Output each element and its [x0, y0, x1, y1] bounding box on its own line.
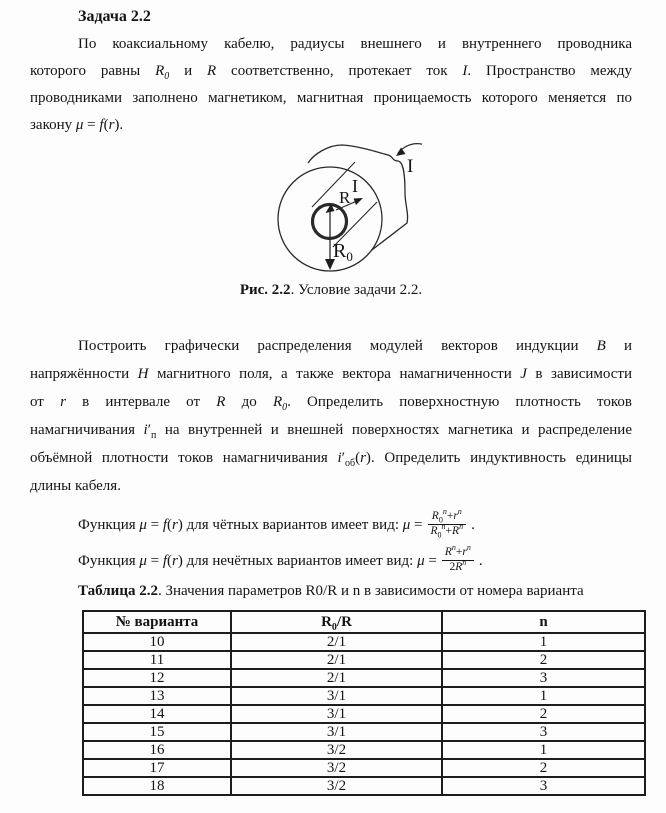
formula-even-variants — [30, 509, 632, 542]
intro-paragraph — [30, 31, 632, 139]
text-line: которого равны $R_0$ и R соответственно, протекает ток I. Пространство между — [30, 63, 632, 82]
fraction-numerator: $R^n+r^n$ — [442, 546, 474, 561]
cell-variant: 13 — [83, 687, 231, 705]
cell-n: 1 — [442, 741, 645, 759]
label-outer-current: I — [407, 156, 414, 177]
cell-n: 1 — [442, 633, 645, 651]
header-radius-ratio: $R_0/R$ — [231, 611, 442, 633]
fraction-denominator: $R_0^n+R^n$ — [430, 522, 464, 540]
table-row — [83, 777, 645, 795]
cell-n: 2 — [442, 705, 645, 723]
text-line: намагничивания $i'_п$ на внутренней и внешней поверхностях магнетика и распределение — [30, 422, 632, 441]
table-row — [83, 741, 645, 759]
table-header-row — [83, 611, 645, 633]
figure-caption-number: Рис. 2.2 — [239, 282, 291, 298]
formula-text: Функция μ = f(r) для нечётных вариантов имеет вид: μ = — [78, 553, 437, 569]
text-line: закону μ = f(r). — [30, 117, 124, 133]
cell-ratio: 2/1 — [231, 669, 442, 687]
fraction — [428, 507, 467, 540]
cell-ratio: 3/1 — [231, 705, 442, 723]
formula-odd-variants — [30, 545, 632, 578]
cell-variant: 11 — [83, 651, 231, 669]
table-row — [83, 669, 645, 687]
table-caption — [30, 581, 632, 601]
figure-caption — [30, 280, 632, 300]
text-line: напряжённости H магнитного поля, а также вектора намагниченности J в зависимости — [30, 366, 633, 382]
table-caption-text: . Значения параметров R0/R и n в зависимости от номера варианта — [157, 583, 584, 599]
text-line: проводниками заполнено магнетиком, магнитная проницаемость которого меняется по — [30, 90, 632, 106]
table-row — [83, 687, 645, 705]
table-row — [83, 633, 645, 651]
table-caption-number: Таблица 2.2 — [78, 583, 158, 599]
figure-caption-text: . Условие задачи 2.2. — [290, 282, 423, 298]
problem-title: Задача 2.2 — [78, 8, 151, 25]
header-n: n — [442, 611, 645, 633]
cell-ratio: 3/2 — [231, 777, 442, 795]
cell-variant: 14 — [83, 705, 231, 723]
cell-ratio: 3/1 — [231, 723, 442, 741]
cell-variant: 17 — [83, 759, 231, 777]
text-line: от r в интервале от R до $R_0$. Определить поверхностную плотность токов — [30, 394, 632, 413]
cell-ratio: 3/1 — [231, 687, 442, 705]
fraction-denominator: $2R^n$ — [449, 558, 467, 573]
cell-ratio: 2/1 — [231, 633, 442, 651]
label-inner-current: I — [352, 176, 358, 196]
coaxial-cable-svg — [272, 141, 422, 277]
text-line: длины кабеля. — [30, 478, 121, 494]
table-row — [83, 705, 645, 723]
cell-n: 3 — [442, 777, 645, 795]
figure-area — [30, 141, 632, 300]
cell-variant: 10 — [83, 633, 231, 651]
cell-variant: 15 — [83, 723, 231, 741]
text-line: Построить графически распределения модулей векторов индукции B и — [78, 338, 633, 354]
label-inner-radius: R — [339, 188, 351, 207]
cell-n: 3 — [442, 669, 645, 687]
cell-variant: 16 — [83, 741, 231, 759]
cell-n: 3 — [442, 723, 645, 741]
label-outer-radius: $R_0$ — [333, 240, 353, 264]
cell-n: 1 — [442, 687, 645, 705]
formula-period: . — [478, 553, 483, 569]
table-row — [83, 759, 645, 777]
cell-variant: 12 — [83, 669, 231, 687]
variants-table — [82, 610, 646, 796]
table-row — [83, 651, 645, 669]
fraction — [442, 543, 474, 575]
cell-n: 2 — [442, 651, 645, 669]
cell-ratio: 3/2 — [231, 759, 442, 777]
cell-ratio: 2/1 — [231, 651, 442, 669]
cell-variant: 18 — [83, 777, 231, 795]
cell-ratio: 3/2 — [231, 741, 442, 759]
text-line: объёмной плотности токов намагничивания $i'_{об}(r)$. Определить индуктивность единицы — [30, 450, 632, 469]
cell-n: 2 — [442, 759, 645, 777]
header-variant-number: № варианта — [83, 611, 231, 633]
text-line: По коаксиальному кабелю, радиусы внешнего и внутреннего проводника — [78, 36, 632, 52]
outer-current-arrowhead — [396, 148, 406, 157]
table-row — [83, 723, 645, 741]
fraction-numerator: $R_0^n+r^n$ — [428, 510, 467, 525]
task-paragraph — [30, 332, 632, 500]
formula-period: . — [471, 517, 475, 533]
formula-text: Функция μ = f(r) для чётных вариантов имеет вид: μ = — [78, 517, 423, 533]
